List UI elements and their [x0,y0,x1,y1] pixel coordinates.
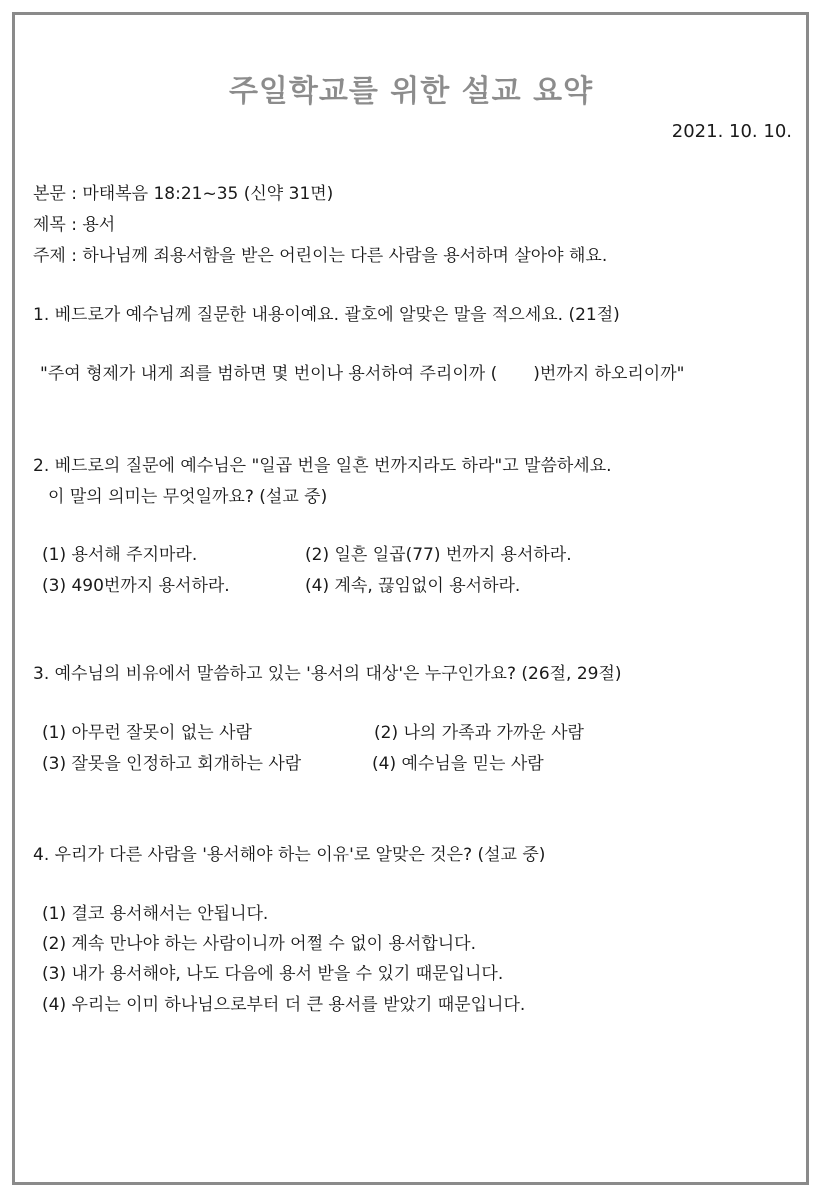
q3-option-4[interactable]: (4) 예수님을 믿는 사람 [372,754,544,774]
q1-quote-after: )번까지 하오리이까" [533,364,685,384]
q2-option-2[interactable]: (2) 일흔 일곱(77) 번까지 용서하라. [305,545,572,565]
q3-question: 3. 예수님의 비유에서 말씀하고 있는 '용서의 대상'은 누구인가요? (26절, 29절) [33,664,622,684]
q2-option-3[interactable]: (3) 490번까지 용서하라. [42,576,230,596]
date: 2021. 10. 10. [671,121,792,142]
q4-option-4[interactable]: (4) 우리는 이미 하나님으로부터 더 큰 용서를 받았기 때문입니다. [42,995,526,1015]
q4-option-2[interactable]: (2) 계속 만나야 하는 사람이니까 어쩔 수 없이 용서합니다. [42,934,476,954]
q3-option-3[interactable]: (3) 잘못을 인정하고 회개하는 사람 [42,754,302,774]
q2-option-1[interactable]: (1) 용서해 주지마라. [42,545,198,565]
sermon-theme: 주제 : 하나님께 죄용서함을 받은 어린이는 다른 사람을 용서하며 살아야 해요. [33,246,608,266]
q1-quote-before: "주여 형제가 내게 죄를 범하면 몇 번이나 용서하여 주리이까 ( [40,364,498,384]
q1-question: 1. 베드로가 예수님께 질문한 내용이예요. 괄호에 알맞은 말을 적으세요. (21절) [33,305,620,325]
q2-question-line2: 이 말의 의미는 무엇일까요? (설교 중) [48,487,328,507]
q3-option-1[interactable]: (1) 아무런 잘못이 없는 사람 [42,723,252,743]
q2-option-4[interactable]: (4) 계속, 끊임없이 용서하라. [305,576,521,596]
scripture-text: 본문 : 마태복음 18:21~35 (신약 31면) [33,184,334,204]
q2-question-line1: 2. 베드로의 질문에 예수님은 "일곱 번을 일흔 번까지라도 하라"고 말씀하세요. [33,456,612,476]
q1-quote [40,359,684,384]
page-title: 주일학교를 위한 설교 요약 [228,74,594,109]
q4-option-1[interactable]: (1) 결코 용서해서는 안됩니다. [42,904,269,924]
sermon-topic: 제목 : 용서 [33,215,116,235]
q3-option-2[interactable]: (2) 나의 가족과 가까운 사람 [374,723,584,743]
q4-question: 4. 우리가 다른 사람을 '용서해야 하는 이유'로 알맞은 것은? (설교 중) [33,845,546,865]
q4-option-3[interactable]: (3) 내가 용서해야, 나도 다음에 용서 받을 수 있기 때문입니다. [42,964,504,984]
